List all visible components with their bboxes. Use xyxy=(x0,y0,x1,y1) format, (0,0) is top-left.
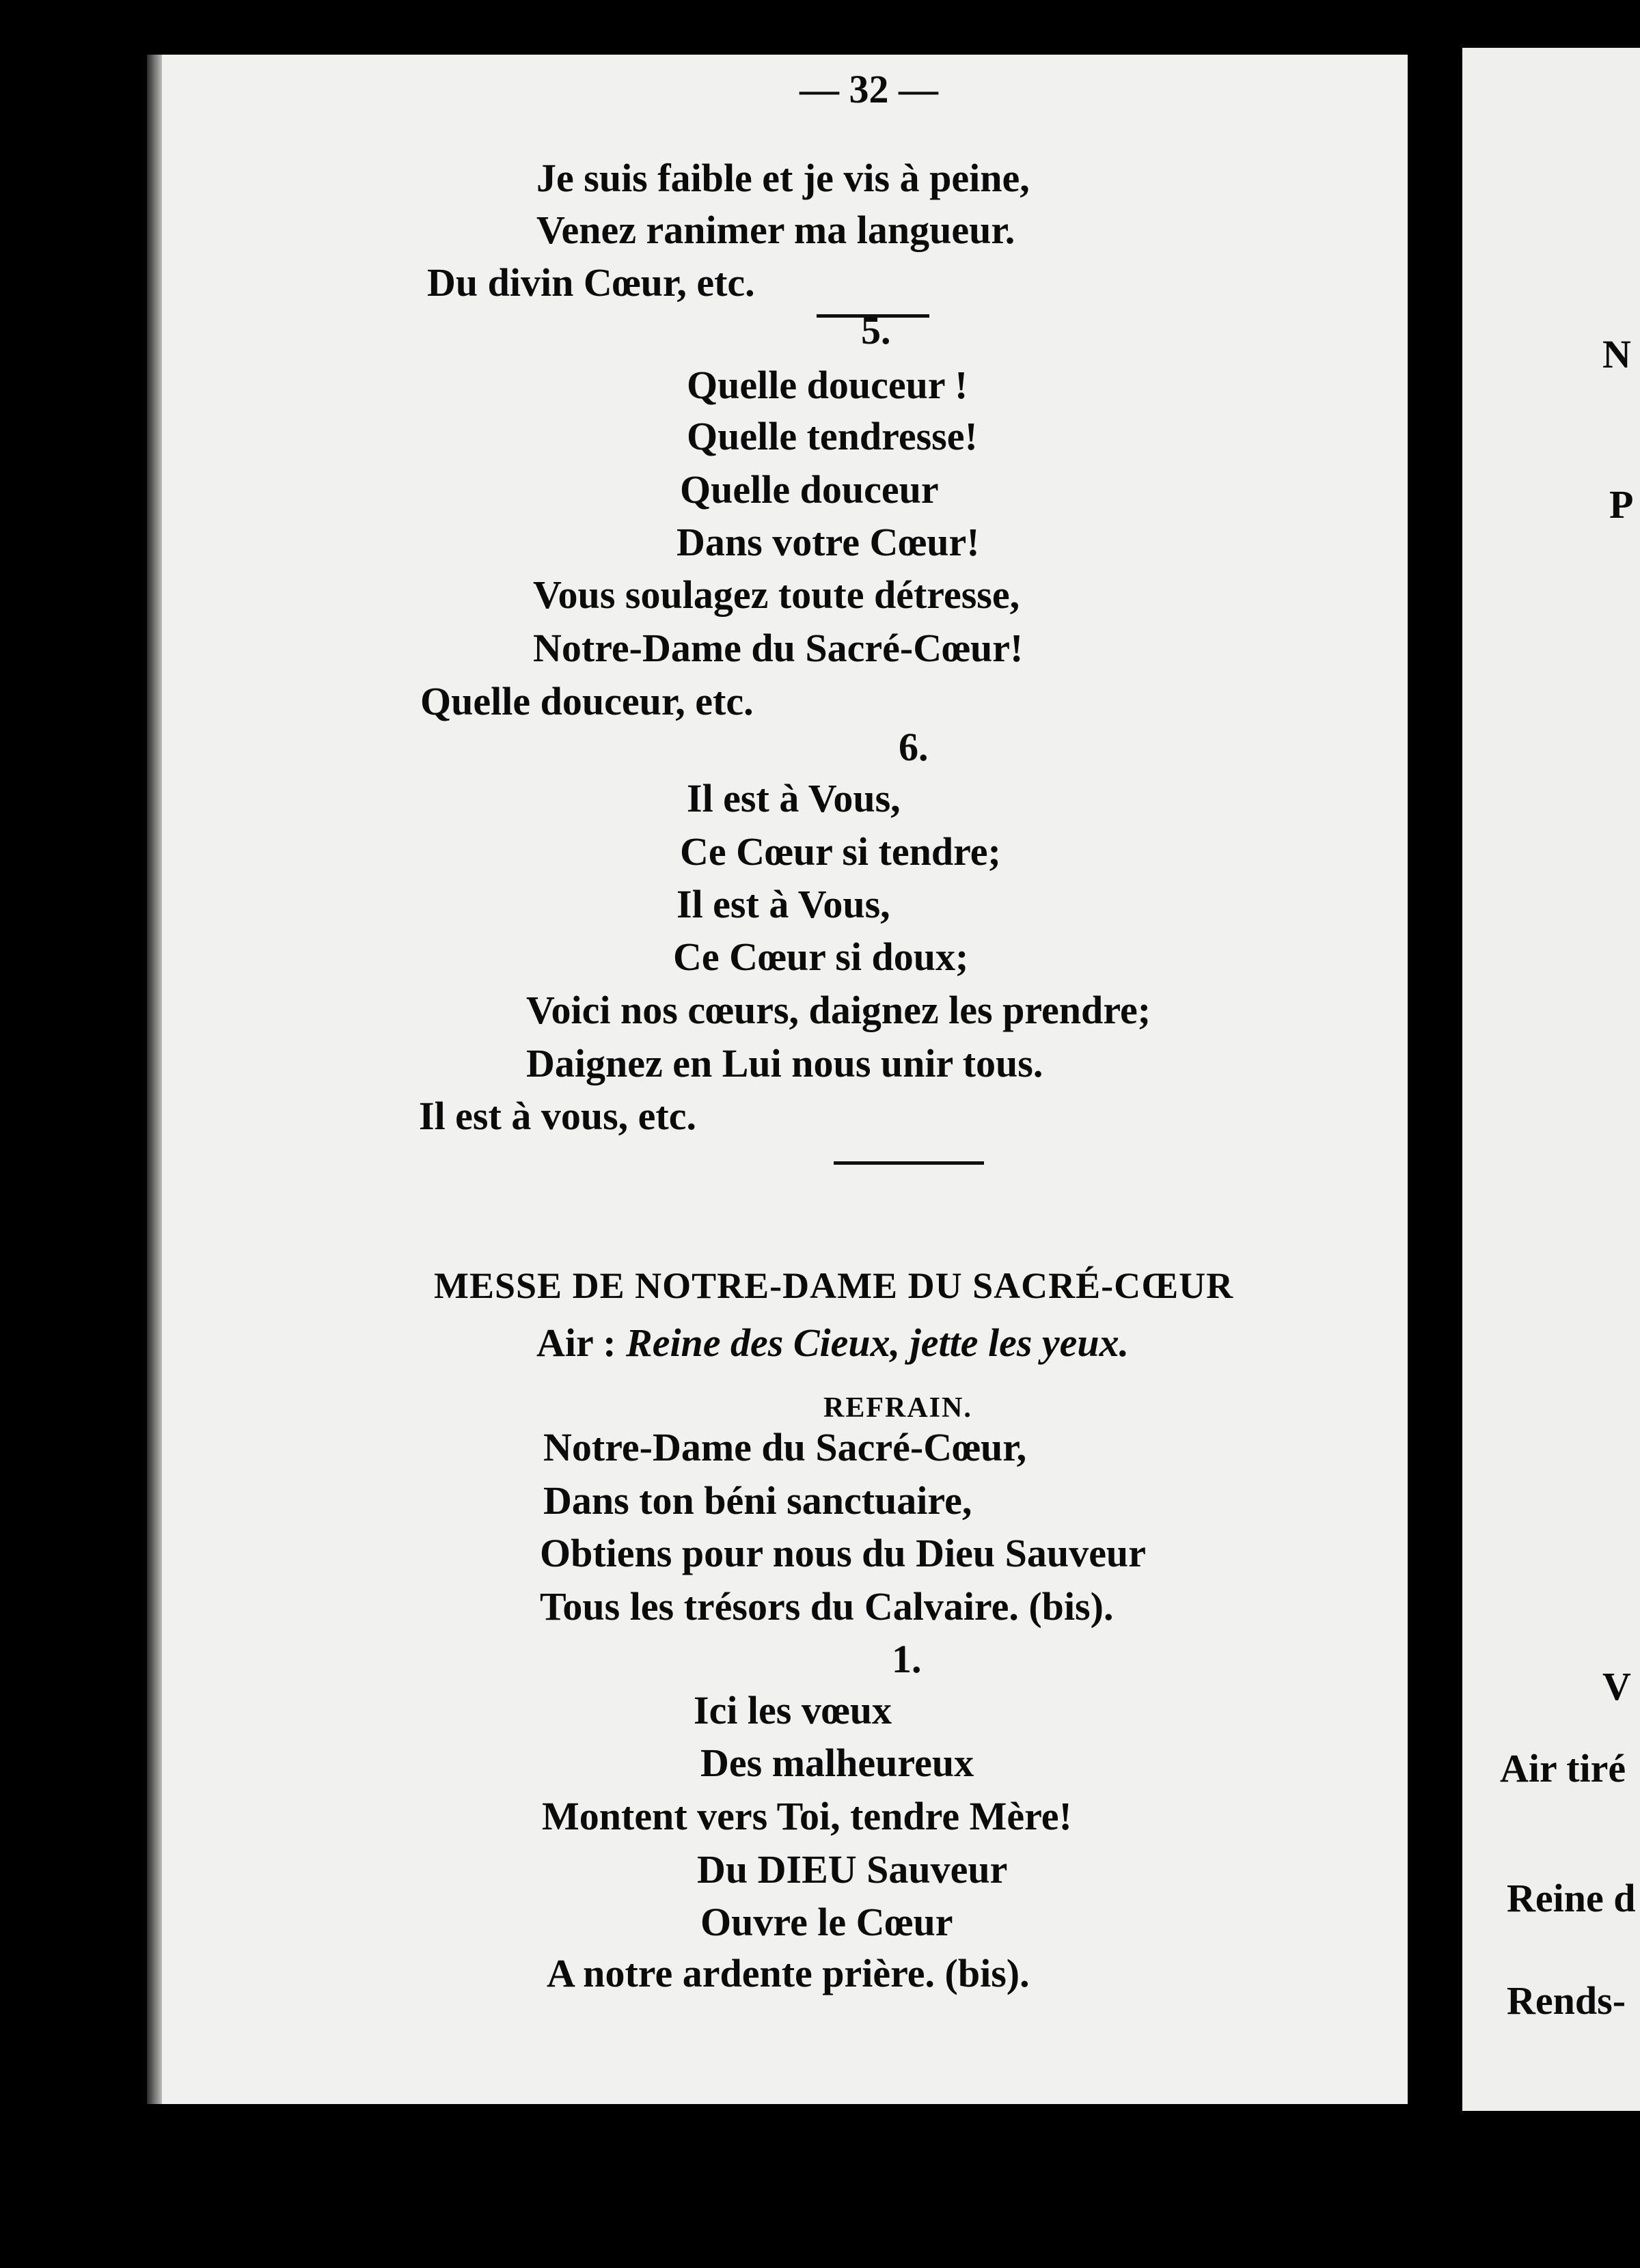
next-page-edge xyxy=(1462,48,1640,2111)
next-page-fragment: N xyxy=(1602,332,1631,376)
book-page xyxy=(147,55,1408,2104)
verse-line: Dans votre Cœur! xyxy=(676,520,980,564)
stanza-number: 6. xyxy=(899,725,929,769)
refrain-label: REFRAIN. xyxy=(823,1392,972,1424)
verse-line: Quelle tendresse! xyxy=(687,414,978,458)
next-page-fragment: Air tiré xyxy=(1500,1746,1626,1790)
stanza-number: 5. xyxy=(861,308,891,352)
section-rule xyxy=(834,1161,984,1165)
verse-line: Montent vers Toi, tendre Mère! xyxy=(542,1794,1072,1838)
verse-line: Du divin Cœur, etc. xyxy=(427,260,755,305)
verse-line: Il est à Vous, xyxy=(687,776,901,820)
next-page-fragment: Rends- xyxy=(1507,1978,1626,2023)
verse-number: 1. xyxy=(892,1637,922,1681)
refrain-line: Dans ton béni sanctuaire, xyxy=(543,1478,972,1523)
verse-line: A notre ardente prière. (bis). xyxy=(547,1951,1030,1995)
hymn-title: MESSE DE NOTRE-DAME DU SACRÉ-CŒUR xyxy=(434,1265,1234,1306)
refrain-line: Notre-Dame du Sacré-Cœur, xyxy=(543,1425,1027,1469)
verse-line: Quelle douceur xyxy=(680,467,939,512)
verse-line: Venez ranimer ma langueur. xyxy=(536,208,1015,252)
verse-line: Ce Cœur si tendre; xyxy=(680,829,1001,874)
air-name: Reine des Cieux, jette les yeux. xyxy=(626,1320,1130,1365)
hymn-air xyxy=(536,1320,1130,1365)
verse-line: Du DIEU Sauveur xyxy=(697,1847,1008,1892)
verse-line: Ouvre le Cœur xyxy=(700,1900,953,1944)
air-label: Air : xyxy=(536,1320,627,1365)
refrain-line: Tous les trésors du Calvaire. (bis). xyxy=(540,1584,1114,1629)
next-page-fragment: P xyxy=(1609,482,1634,527)
verse-line: Quelle douceur ! xyxy=(687,363,968,407)
verse-line: Des malheureux xyxy=(700,1741,974,1785)
next-page-fragment: V xyxy=(1602,1664,1631,1709)
verse-line: Il est à Vous, xyxy=(676,882,890,926)
verse-line: Il est à vous, etc. xyxy=(419,1094,696,1138)
verse-line: Notre-Dame du Sacré-Cœur! xyxy=(533,626,1024,670)
page-number: — 32 — xyxy=(800,67,938,111)
verse-line: Vous soulagez toute détresse, xyxy=(533,572,1020,617)
next-page-fragment: Reine d xyxy=(1507,1876,1636,1920)
refrain-line: Obtiens pour nous du Dieu Sauveur xyxy=(540,1531,1146,1575)
verse-line: Quelle douceur, etc. xyxy=(420,679,754,723)
verse-line: Ici les vœux xyxy=(694,1688,892,1732)
verse-line: Daignez en Lui nous unir tous. xyxy=(526,1041,1043,1085)
verse-line: Voici nos cœurs, daignez les prendre; xyxy=(526,988,1151,1032)
verse-line: Je suis faible et je vis à peine, xyxy=(536,156,1030,200)
verse-line: Ce Cœur si doux; xyxy=(673,935,969,979)
